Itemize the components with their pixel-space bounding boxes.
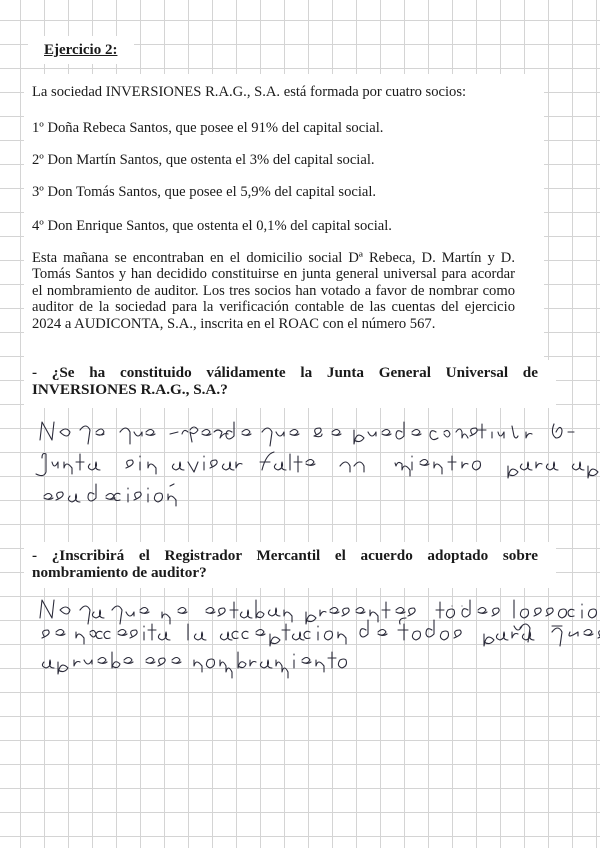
partner-line-4: 4º Don Enrique Santos, que ostenta el 0,1% del capital social. (32, 218, 392, 234)
intro-text: La sociedad INVERSIONES R.A.G., S.A. está formada por cuatro socios: (32, 84, 467, 100)
exercise-heading: Ejercicio 2: (44, 42, 118, 58)
partner-line-2: 2º Don Martín Santos, que ostenta el 3% del capital social. (32, 152, 375, 168)
question-2: - ¿Inscribirá el Registrador Mercantil el acuerdo adoptado sobre nombramiento de auditor? (32, 547, 538, 581)
question-1: - ¿Se ha constituido válidamente la Junta General Universal de INVERSIONES R.A.G., S.A.? (32, 364, 538, 398)
scenario-paragraph: Esta mañana se encontraban en el domicilio social Dª Rebeca, D. Martín y D. Tomás Santos y han decidido constituirse en junta general universal para acordar el nombramiento de auditor. Los tres socios han votado a favor de nombrar como auditor de la sociedad para la verificación contable de las cuentas del ejercicio 2024 a AUDICONTA, S.A., inscrita en el ROAC con el número 567. (32, 250, 515, 332)
partner-line-3: 3º Don Tomás Santos, que posee el 5,9% del capital social. (32, 184, 377, 200)
partner-line-1: 1º Doña Rebeca Santos, que posee el 91% del capital social. (32, 120, 384, 136)
